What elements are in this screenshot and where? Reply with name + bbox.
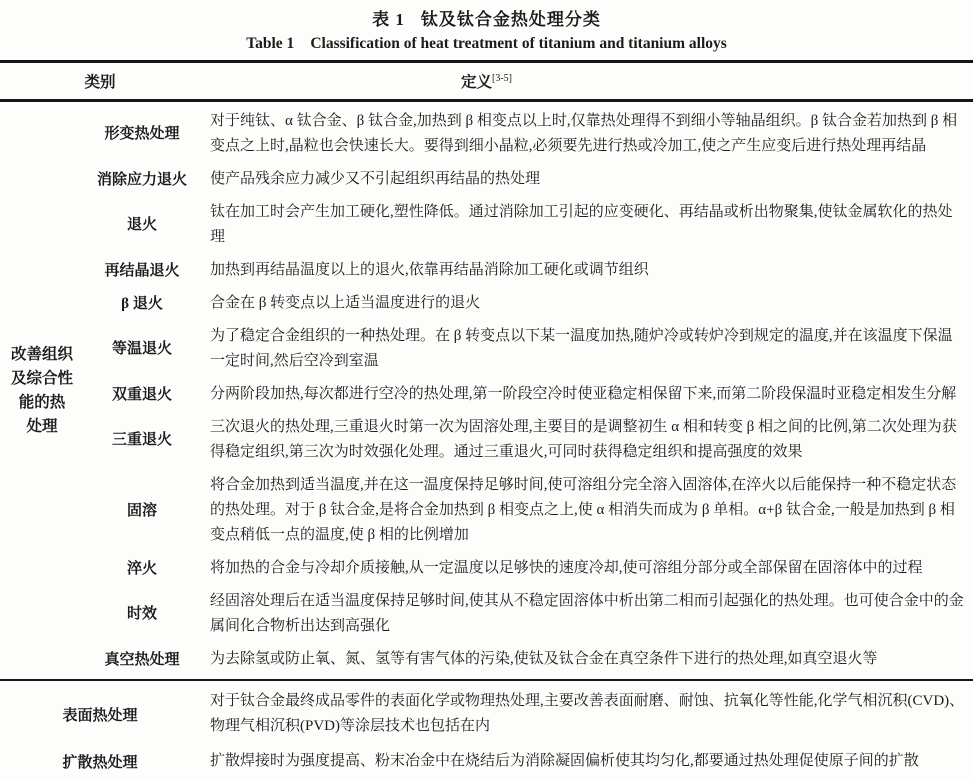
category-cell: 双重退火 — [111, 386, 172, 403]
group-label-improve-structure — [0, 105, 84, 676]
category-cell: 三重退火 — [111, 432, 172, 448]
table-row — [0, 684, 973, 744]
category-cell: 消除应力退火 — [96, 171, 187, 188]
definition-cell: 三次退火的热处理,三重退火时第一次为固溶处理,主要目的是调整初生 α 相和转变 β 相之间的比例,第二次处理为获得稳定组织,第三次为时效强化处理。通过三重退火,可同时获得稳定组织和提高强度的效果 — [210, 419, 957, 460]
header-definition-reference: [3-5] — [492, 72, 512, 84]
definition-cell: 钛在加工时会产生加工硬化,塑性降低。通过消除加工引起的应变硬化、再结晶或析出物聚集,使钛金属软化的热处理 — [210, 204, 953, 245]
table-title-zh-text: 钛及钛合金热处理分类 — [420, 10, 601, 29]
definition-cell: 为去除氢或防止氧、氮、氢等有害气体的污染,使钛及钛合金在真空条件下进行的热处理,如真空退火等 — [210, 651, 878, 667]
header-definition — [0, 70, 973, 92]
definition-cell: 扩散焊接时为强度提高、粉末冶金中在烧结后为消除凝固偏析使其均匀化,都要通过热处理促使原子间的扩散 — [210, 753, 919, 769]
table-row — [84, 254, 973, 287]
table-row — [84, 469, 973, 552]
category-cell: 扩散热处理 — [62, 755, 138, 771]
definition-cell: 经固溶处理后在适当温度保持足够时间,使其从不稳定固溶体中析出第二相而引起强化的热处理。也可使合金中的金属间化合物析出达到高强化 — [210, 593, 964, 634]
category-cell: 再结晶退火 — [104, 262, 180, 279]
definition-cell: 对于钛合金最终成品零件的表面化学或物理热处理,主要改善表面耐磨、耐蚀、抗氧化等性能,化学气相沉积(CVD)、物理气相沉积(PVD)等涂层技术也包括在内 — [210, 693, 965, 734]
table-row — [84, 105, 973, 163]
definition-cell: 合金在 β 转变点以上适当温度进行的退火 — [210, 295, 481, 311]
table-title-en-text: Classification of heat treatment of titanium and titanium alloys — [310, 35, 727, 52]
group-rows — [84, 105, 973, 676]
header-definition-text: 定义 — [460, 74, 492, 91]
category-cell: 形变热处理 — [104, 126, 180, 142]
category-cell: 表面热处理 — [62, 707, 138, 724]
table-row — [84, 320, 973, 378]
table-number-en: Table 1 — [246, 35, 295, 52]
table-row — [84, 287, 973, 320]
definition-cell: 将加热的合金与冷却介质接触,从一定温度以足够快的速度冷却,使可溶组分部分或全部保留在固溶体中的过程 — [210, 560, 923, 576]
table-row — [84, 196, 973, 254]
category-cell: 退火 — [126, 217, 157, 233]
definition-cell: 使产品残余应力减少又不引起组织再结晶的热处理 — [210, 171, 541, 187]
category-cell: β 退火 — [121, 295, 163, 312]
definition-cell: 对于纯钛、α 钛合金、β 钛合金,加热到 β 相变点以上时,仅靠热处理得不到细小等轴晶组织。β 钛合金若加热到 β 相变点之上时,晶粒也会快速长大。要得到细小晶粒,必须要先进行热或冷加工,使之产生应变后进行热处理再结晶 — [210, 113, 958, 154]
ungrouped-section — [0, 681, 973, 781]
group-label-line: 及综合性 — [10, 369, 73, 387]
definition-cell: 加热到再结晶温度以上的退火,依靠再结晶消除加工硬化或调节组织 — [210, 262, 649, 278]
category-cell: 固溶 — [126, 502, 157, 519]
table-title-en — [0, 35, 973, 53]
category-cell: 真空热处理 — [104, 651, 180, 668]
table-row — [84, 585, 973, 643]
table-number-zh: 表 1 — [372, 10, 405, 29]
group-label-line: 处理 — [26, 417, 58, 435]
header-category: 类别 — [84, 74, 116, 91]
table-row — [84, 378, 973, 411]
category-cell: 时效 — [126, 606, 157, 622]
group-label-line: 改善组织 — [10, 345, 73, 363]
table-row — [84, 411, 973, 469]
definition-cell: 分两阶段加热,每次都进行空冷的热处理,第一阶段空冷时使亚稳定相保留下来,而第二阶段保温时亚稳定相发生分解 — [210, 386, 957, 402]
table-title-zh — [0, 0, 973, 30]
group-label-line: 能的热 — [18, 393, 66, 411]
table-header-row — [0, 63, 973, 102]
classification-table — [0, 60, 973, 781]
table-row — [84, 552, 973, 585]
definition-cell: 为了稳定合金组织的一种热处理。在 β 转变点以下某一温度加热,随炉冷或转炉冷到规定的温度,并在该温度下保温一定时间,然后空冷到室温 — [210, 328, 953, 369]
table-row — [0, 744, 973, 779]
category-cell: 等温退火 — [111, 341, 172, 357]
table-row — [84, 643, 973, 676]
grouped-section — [0, 102, 973, 681]
table-row — [84, 163, 973, 196]
definition-cell: 将合金加热到适当温度,并在这一温度保持足够时间,使可溶组分完全溶入固溶体,在淬火以后能保持一种不稳定状态的热处理。对于 β 钛合金,是将合金加热到 β 相变点之上,使 α 相消失而成为 β 单相。α+β 钛合金,一般是加热到 β 相变点稍低一点的温度,使 β 相的比例增加 — [210, 477, 957, 543]
category-cell: 淬火 — [126, 560, 157, 577]
